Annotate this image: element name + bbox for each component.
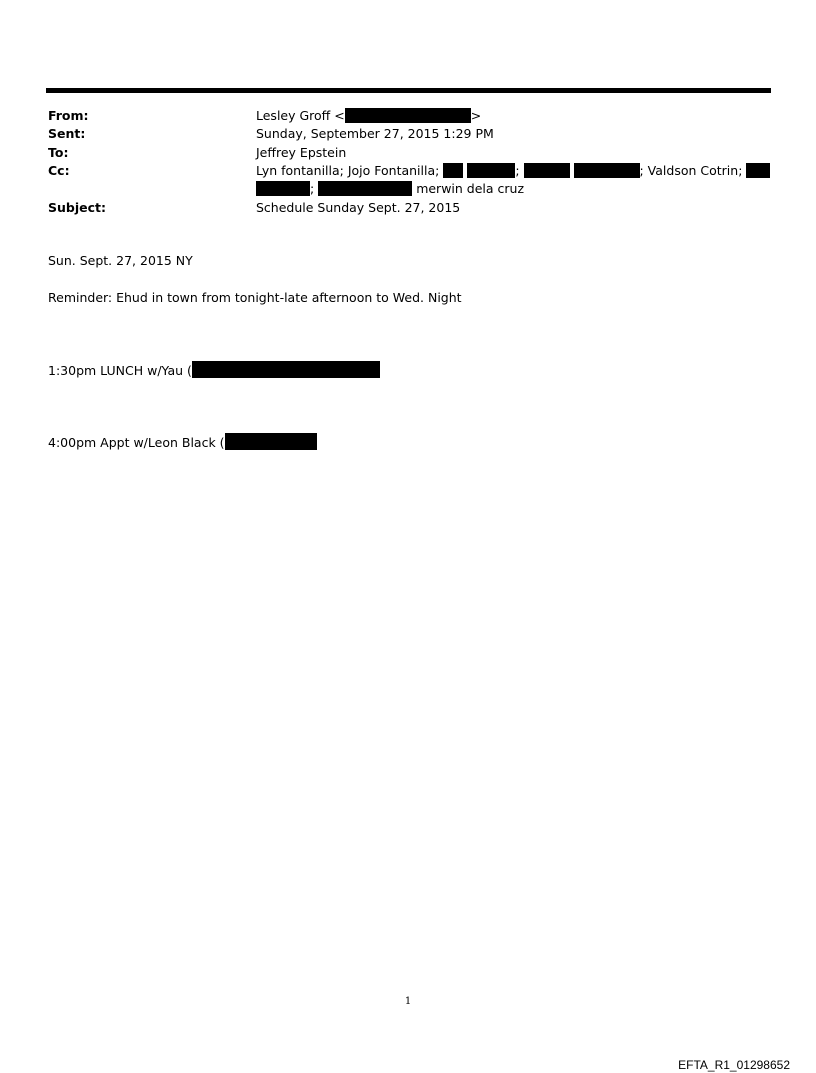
redaction-block [467, 163, 515, 178]
redaction-block [345, 108, 471, 123]
date-line: Sun. Sept. 27, 2015 NY [48, 253, 193, 268]
cc-label: Cc: [48, 163, 70, 178]
page-number: 1 [404, 996, 412, 1007]
cc-names-1: Lyn fontanilla; Jojo Fontanilla; [256, 163, 440, 178]
sent-label: Sent: [48, 126, 86, 141]
cc-names-2: ; Valdson Cotrin; [639, 163, 743, 178]
to-label: To: [48, 145, 69, 160]
redaction-block [746, 163, 770, 178]
redaction-block [192, 361, 380, 378]
cc-line2-separator: ; [310, 181, 315, 196]
reminder-line: Reminder: Ehud in town from tonight-late afternoon to Wed. Night [48, 290, 462, 305]
cc-name-merwin: merwin dela cruz [416, 181, 525, 196]
redaction-block [256, 181, 310, 196]
redaction-block [443, 163, 463, 178]
lunch-line [48, 361, 380, 378]
from-label: From: [48, 108, 89, 123]
from-value [256, 108, 481, 123]
cc-separator: ; [515, 163, 520, 178]
redaction-block [524, 163, 570, 178]
redaction-block [318, 181, 412, 196]
cc-value-line2 [256, 181, 524, 196]
subject-value: Schedule Sunday Sept. 27, 2015 [256, 200, 461, 215]
to-value: Jeffrey Epstein [256, 145, 347, 160]
from-name: Lesley Groff < [256, 108, 345, 123]
lunch-text: 1:30pm LUNCH w/Yau ( [48, 363, 192, 378]
appt-line [48, 433, 317, 450]
from-close: > [470, 108, 482, 123]
sent-value: Sunday, September 27, 2015 1:29 PM [256, 126, 494, 141]
subject-label: Subject: [48, 200, 106, 215]
redaction-block [574, 163, 640, 178]
appt-text: 4:00pm Appt w/Leon Black ( [48, 435, 225, 450]
document-id: EFTA_R1_01298652 [678, 1058, 790, 1072]
cc-value-line1 [256, 163, 770, 178]
redaction-block [225, 433, 317, 450]
header-divider [46, 88, 771, 93]
